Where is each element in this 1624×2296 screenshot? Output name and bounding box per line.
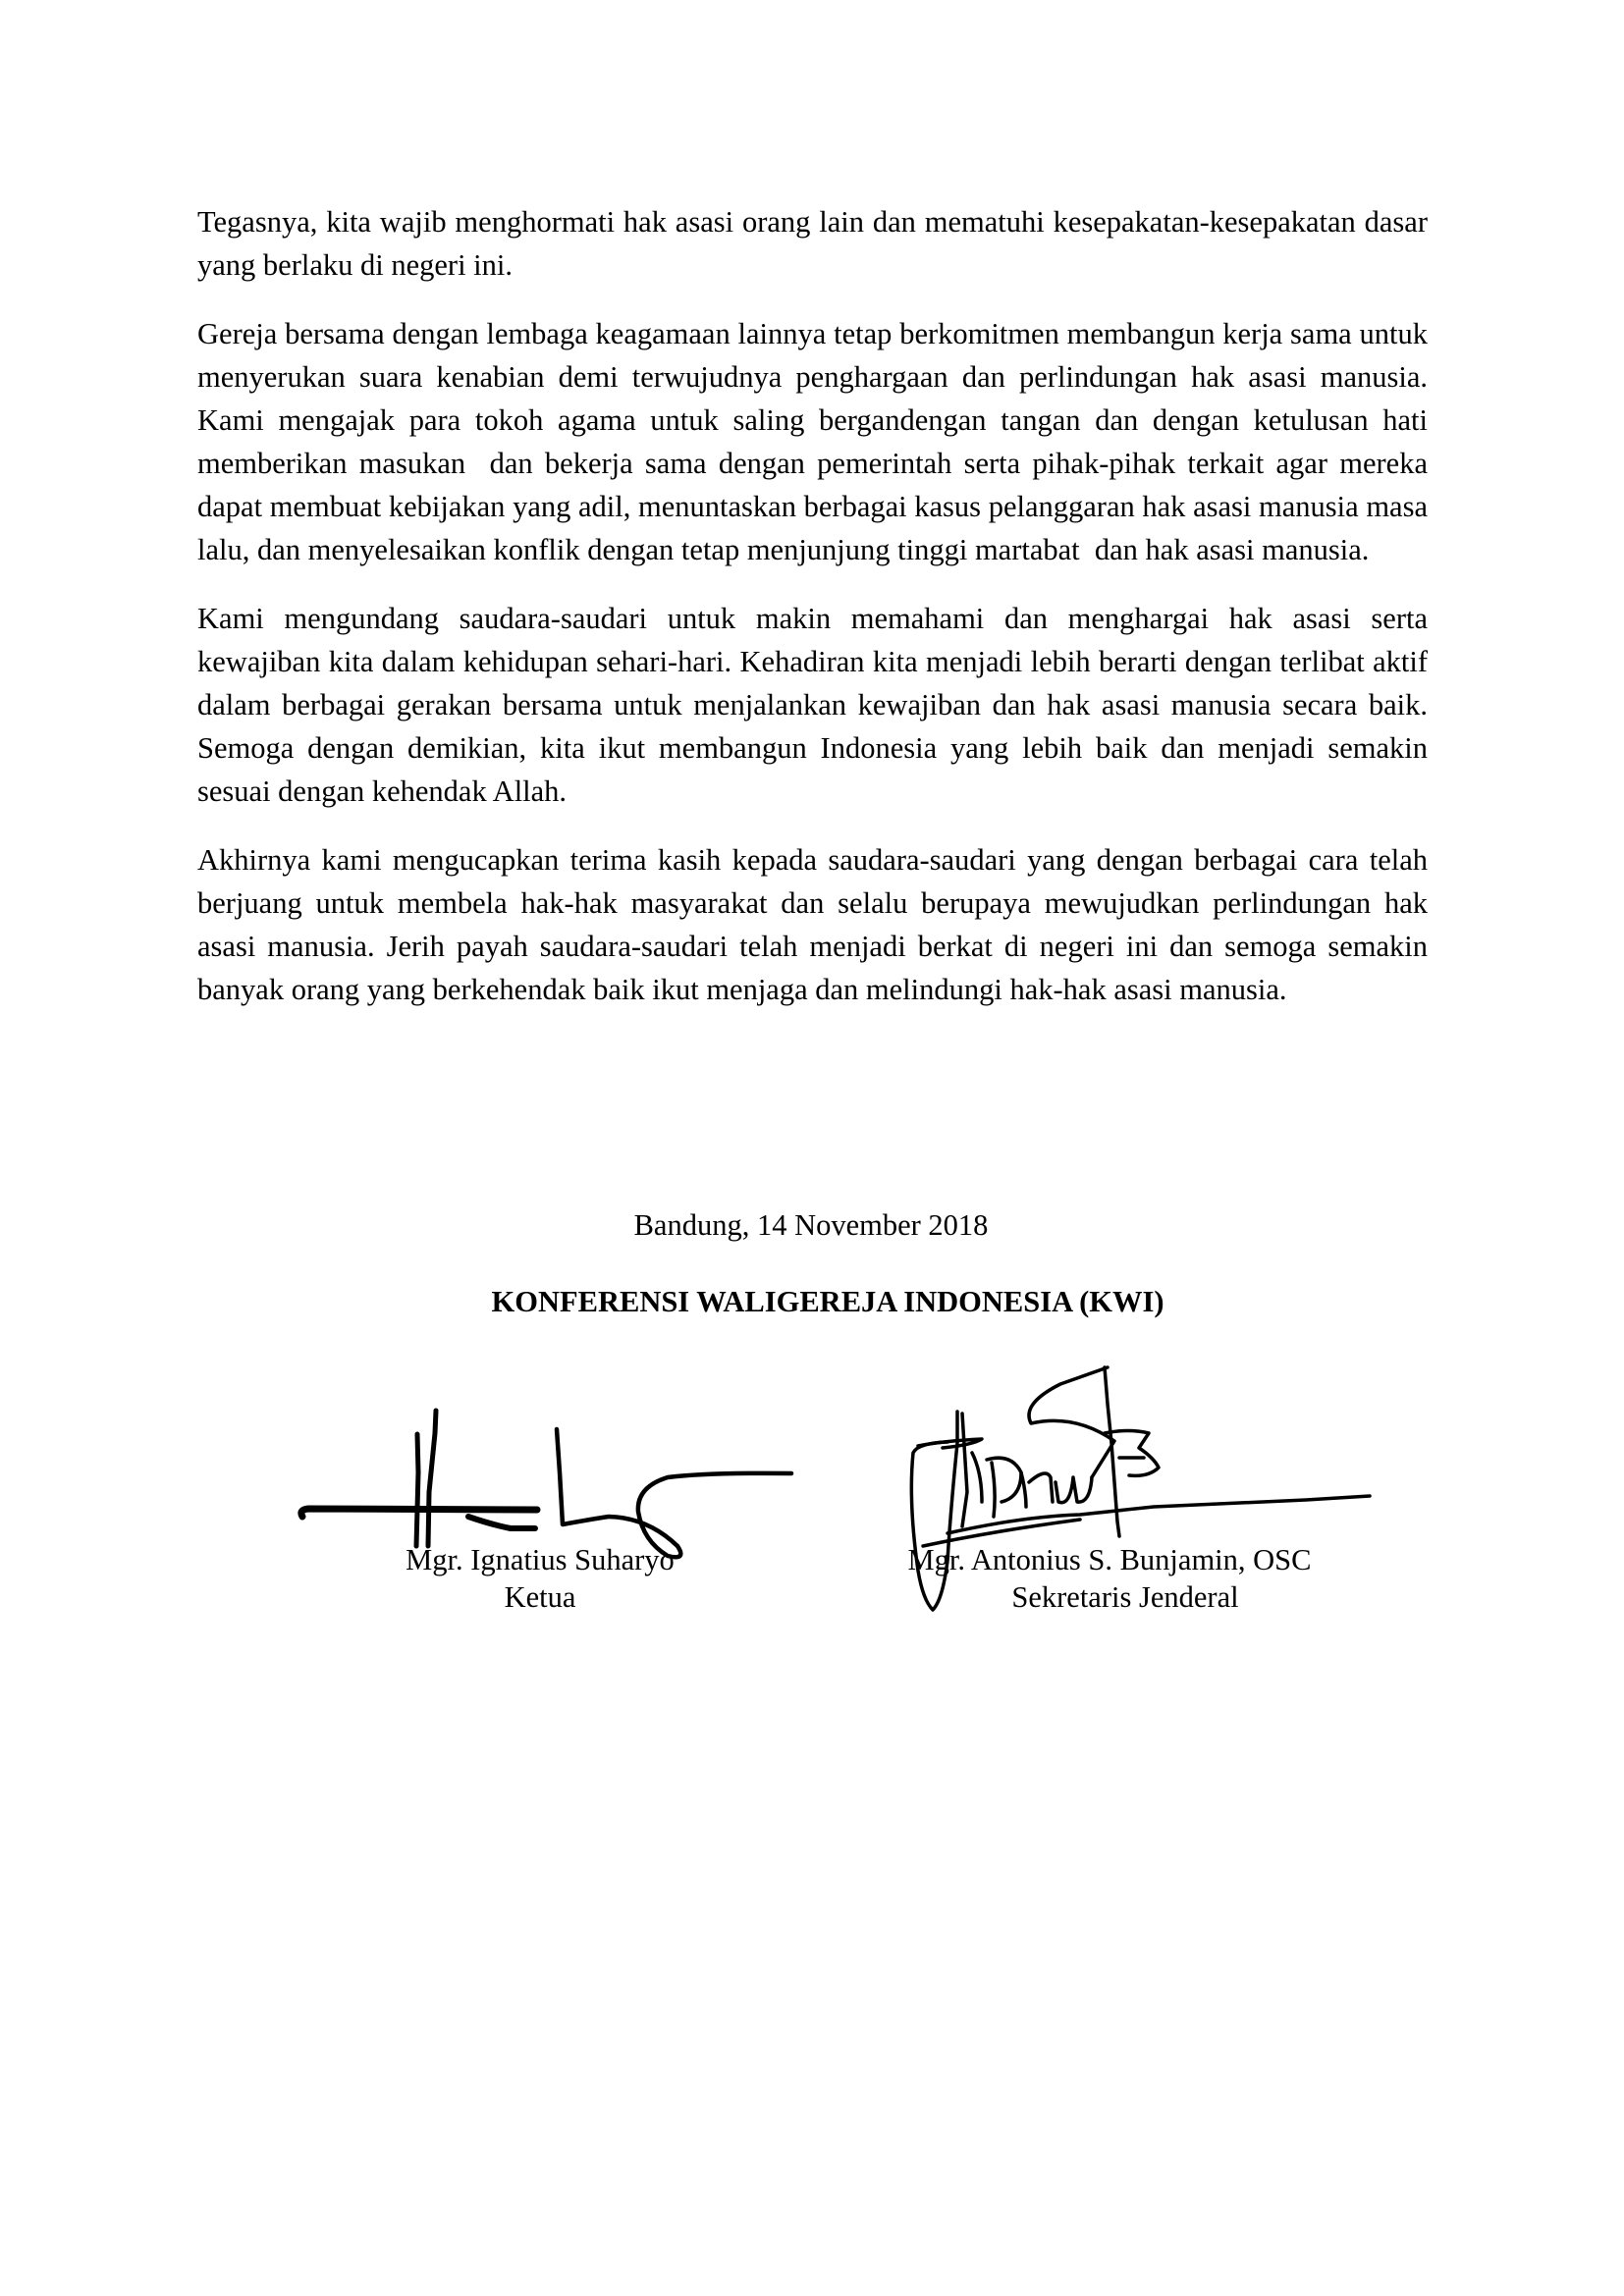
signatory-secretary-general [864, 1541, 1355, 1616]
place-date: Bandung, 14 November 2018 [633, 1208, 989, 1242]
organization-name: KONFERENSI WALIGEREJA INDONESIA (KWI) [491, 1285, 1164, 1318]
signatory-name: Mgr. Ignatius Suharyo [406, 1543, 675, 1576]
place-date-line [0, 1205, 1624, 1245]
letter-body [197, 200, 1435, 1037]
signatory-title: Ketua [504, 1580, 576, 1614]
signature-bunjamin-image [911, 1367, 1370, 1610]
signatory-chairman [324, 1541, 756, 1616]
paragraph: Tegasnya, kita wajib menghormati hak asasi orang lain dan mematuhi kesepakatan-kesepakatan dasar yang berlaku di negeri ini. [197, 205, 1435, 282]
signatory-title: Sekretaris Jenderal [1011, 1580, 1239, 1614]
paragraph: Gereja bersama dengan lembaga keagamaan lainnya tetap berkomitmen membangun kerja sama untuk menyerukan suara kenabian demi terwujudnya penghargaan dan perlindungan hak asasi manusia. Kami mengajak para tokoh agama untuk saling bergandengan tangan dan dengan ketulusan hati memberikan masukan dan bekerja sama dengan pemerintah serta pihak-pihak terkait agar mereka dapat membuat kebijakan yang adil, menuntaskan berbagai kasus pelanggaran hak asasi manusia masa lalu, dan menyelesaikan konflik dengan tetap menjunjung tinggi martabat dan hak asasi manusia. [197, 317, 1435, 566]
signature-suharyo-image [301, 1411, 791, 1557]
signatory-name: Mgr. Antonius S. Bunjamin, OSC [907, 1543, 1312, 1576]
paragraph: Akhirnya kami mengucapkan terima kasih kepada saudara-saudari yang dengan berbagai cara telah berjuang untuk membela hak-hak masyarakat dan selalu berupaya mewujudkan perlindungan hak asasi manusia. Jerih payah saudara-saudari telah menjadi berkat di negeri ini dan semoga semakin banyak orang yang berkehendak baik ikut menjaga dan melindungi hak-hak asasi manusia. [197, 843, 1435, 1006]
paragraph: Kami mengundang saudara-saudari untuk makin memahami dan menghargai hak asasi serta kewajiban kita dalam kehidupan sehari-hari. Kehadiran kita menjadi lebih berarti dengan terlibat aktif dalam berbagai gerakan bersama untuk menjalankan kewajiban dan hak asasi manusia secara baik. Semoga dengan demikian, kita ikut membangun Indonesia yang lebih baik dan menjadi semakin sesuai dengan kehendak Allah. [197, 602, 1435, 808]
